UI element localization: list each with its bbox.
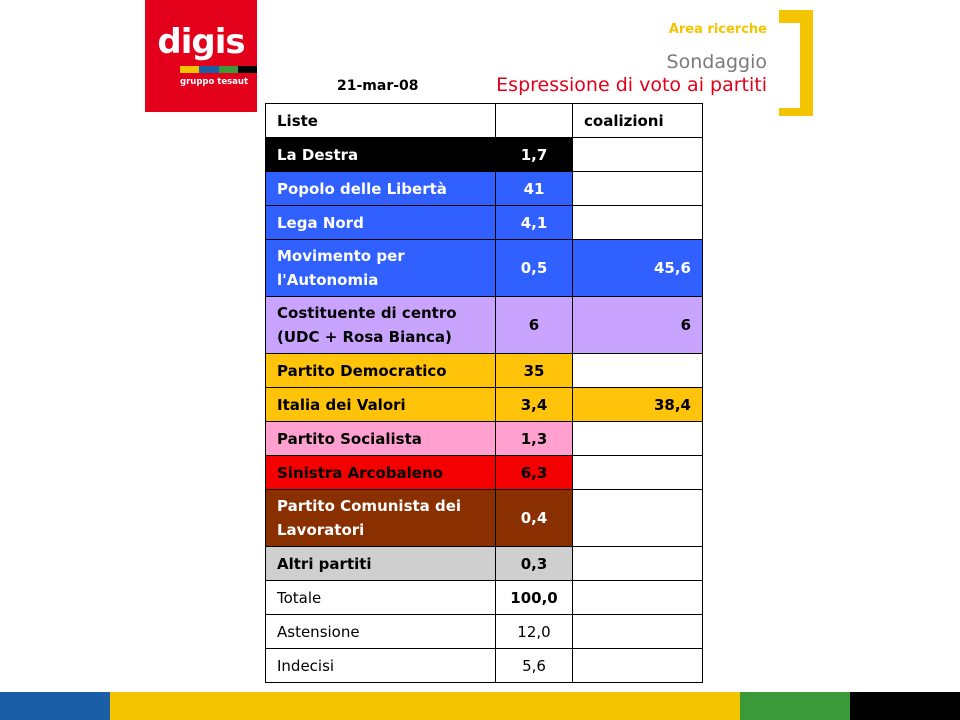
footer-bar-yellow [110,692,740,720]
coalition-value [573,615,703,649]
table-row [266,490,703,547]
coalition-value [573,172,703,206]
header-coalitions: coalizioni [573,104,703,138]
coalition-value [573,581,703,615]
table-row [266,354,703,388]
party-value: 0,3 [496,547,573,581]
party-name: Italia dei Valori [266,388,496,422]
header-values [496,104,573,138]
table-row [266,206,703,240]
party-value: 0,4 [496,490,573,547]
abstention-label: Astensione [266,615,496,649]
logo-color-stripe [180,66,257,73]
coalition-value [573,456,703,490]
survey-date: 21-mar-08 [337,78,419,94]
party-name: La Destra [266,138,496,172]
undecided-value: 5,6 [496,649,573,683]
party-value: 6 [496,297,573,354]
party-value: 4,1 [496,206,573,240]
party-name: Partito Socialista [266,422,496,456]
logo-stripe-yellow [180,66,199,73]
logo-stripe-blue [199,66,218,73]
table-row [266,240,703,297]
coalition-value [573,138,703,172]
logo-subtitle: gruppo tesaut [180,77,249,87]
results-table [265,103,703,683]
party-name: Costituente di centro (UDC + Rosa Bianca) [266,297,496,354]
table-row [266,172,703,206]
party-value: 1,7 [496,138,573,172]
party-value: 1,3 [496,422,573,456]
party-value: 35 [496,354,573,388]
coalition-value [573,547,703,581]
party-value: 6,3 [496,456,573,490]
coalition-value [573,490,703,547]
footer-bar-black [850,692,960,720]
party-name: Partito Comunista dei Lavoratori [266,490,496,547]
party-name: Lega Nord [266,206,496,240]
table-row [266,422,703,456]
footer-bar-green [740,692,850,720]
party-name: Altri partiti [266,547,496,581]
coalition-value: 38,4 [573,388,703,422]
coalition-value [573,422,703,456]
table-row [266,388,703,422]
party-value: 0,5 [496,240,573,297]
table-row [266,547,703,581]
survey-subject: Espressione di voto ai partiti [496,74,767,96]
party-name: Sinistra Arcobaleno [266,456,496,490]
party-name: Movimento per l'Autonomia [266,240,496,297]
coalition-value [573,206,703,240]
undecided-label: Indecisi [266,649,496,683]
footer-color-bar [0,692,960,720]
party-name: Partito Democratico [266,354,496,388]
coalition-value: 45,6 [573,240,703,297]
header-bracket-decoration [779,10,813,116]
table-row-abstention [266,615,703,649]
total-label: Totale [266,581,496,615]
total-value: 100,0 [496,581,573,615]
footer-bar-blue [0,692,110,720]
abstention-value: 12,0 [496,615,573,649]
table-row-total [266,581,703,615]
party-value: 41 [496,172,573,206]
table-row-undecided [266,649,703,683]
digis-logo [145,0,257,112]
table-row [266,456,703,490]
logo-stripe-green [219,66,238,73]
table-row [266,297,703,354]
coalition-value [573,354,703,388]
logo-wordmark: digis [157,22,245,62]
header-lists: Liste [266,104,496,138]
table-row [266,138,703,172]
area-label: Area ricerche [668,22,767,37]
coalition-value: 6 [573,297,703,354]
survey-label: Sondaggio [666,51,767,73]
logo-stripe-black [238,66,257,73]
party-value: 3,4 [496,388,573,422]
table-header-row [266,104,703,138]
coalition-value [573,649,703,683]
party-name: Popolo delle Libertà [266,172,496,206]
